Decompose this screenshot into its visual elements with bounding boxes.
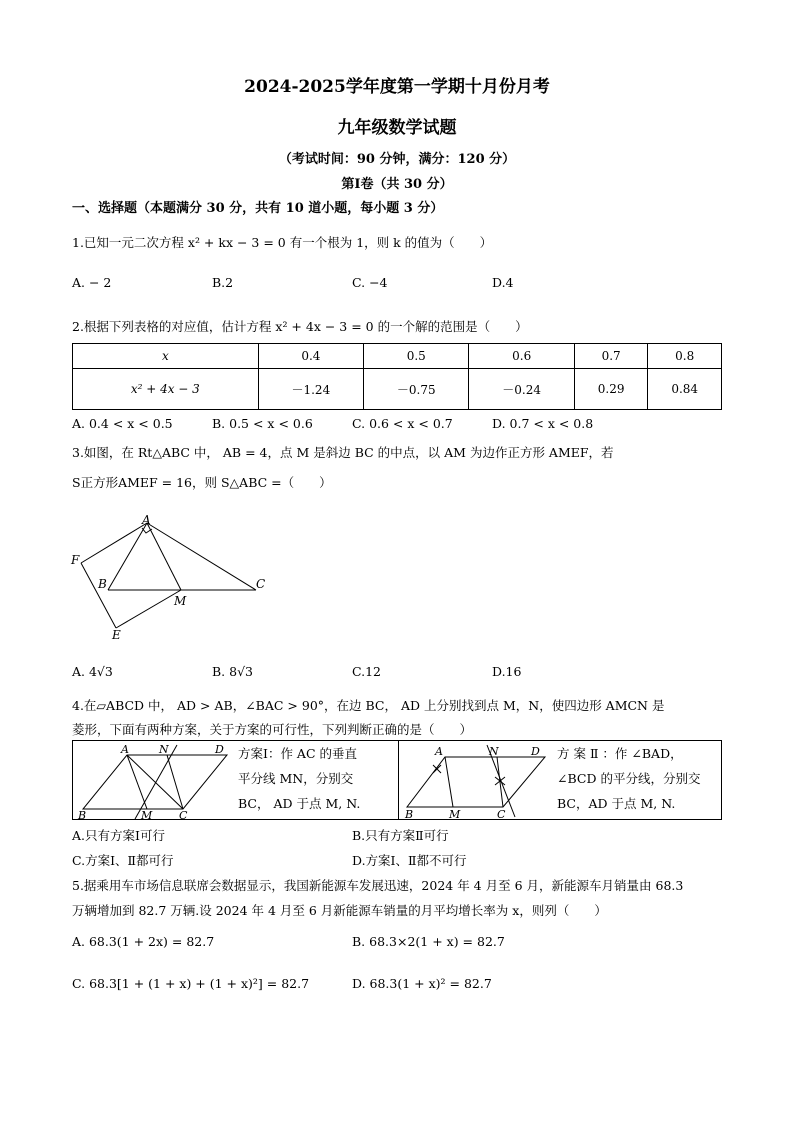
table-cell: 0.5 (364, 344, 469, 369)
volume-heading: 第Ⅰ卷（共 30 分） (341, 177, 453, 192)
q3-option-d: D.16 (492, 664, 522, 679)
q2-option-c: C. 0.6 < x < 0.7 (352, 416, 453, 431)
q5-stem-line1: 5.据乘用车市场信息联席会数据显示，我国新能源车发展迅速，2024 年 4 月至 6 月，新能源车月销量由 68.3 (72, 878, 684, 893)
q4-option-a: A.只有方案Ⅰ可行 (72, 828, 165, 843)
table-row (73, 344, 722, 369)
table-row (73, 369, 722, 410)
figure-label: M (449, 808, 461, 819)
q4-option-c: C.方案Ⅰ、Ⅱ都可行 (72, 853, 174, 868)
q3-stem-line1: 3.如图，在 Rt△ABC 中， AB = 4，点 M 是斜边 BC 的中点，以 AM 为边作正方形 AMEF，若 (72, 445, 614, 460)
figure-label: A (121, 743, 129, 756)
q3-option-a: A. 4√3 (72, 664, 113, 679)
figure-label: C (497, 808, 506, 819)
q4-scheme-box (72, 740, 722, 820)
scheme2-figure (403, 743, 553, 819)
q1-option-c: C. −4 (352, 275, 388, 290)
table-cell: 0.7 (574, 344, 648, 369)
figure-label: D (215, 743, 224, 756)
table-cell: 0.84 (648, 369, 722, 410)
table-cell: 0.6 (469, 344, 574, 369)
scheme2-line: BC，AD 于点 M, N. (557, 796, 676, 811)
scheme2-line: ∠BCD 的平分线，分别交 (557, 771, 701, 786)
figure-label: B (98, 577, 107, 591)
q1-option-a: A. − 2 (72, 275, 112, 290)
exam-title: 2024-2025学年度第一学期十月份月考 (244, 77, 550, 97)
exam-info: （考试时间：90 分钟，满分：120 分） (278, 152, 516, 167)
table-cell: x (73, 344, 259, 369)
figure-label: N (159, 743, 169, 756)
q5-option-b: B. 68.3×2(1 + x) = 82.7 (352, 934, 505, 949)
figure-label: B (405, 808, 414, 819)
scheme1-text (238, 741, 396, 816)
figure-label: M (174, 594, 187, 608)
figure-label: A (142, 513, 151, 527)
q2-option-b: B. 0.5 < x < 0.6 (212, 416, 313, 431)
figure-label: F (71, 553, 80, 567)
q2-option-d: D. 0.7 < x < 0.8 (492, 416, 594, 431)
figure-label: D (531, 745, 540, 758)
q1-stem: 1.已知一元二次方程 x² + kx − 3 = 0 有一个根为 1，则 k 的值为（ ） (72, 235, 493, 250)
q2-stem: 2.根据下列表格的对应值，估计方程 x² + 4x − 3 = 0 的一个解的范围是（ ） (72, 319, 528, 334)
figure-label: N (489, 745, 499, 758)
q3-option-c: C.12 (352, 664, 381, 679)
q5-option-a: A. 68.3(1 + 2x) = 82.7 (72, 934, 215, 949)
section-heading: 一、选择题（本题满分 30 分，共有 10 道小题，每小题 3 分） (72, 201, 444, 216)
figure-label: M (141, 809, 153, 819)
q5-option-d: D. 68.3(1 + x)² = 82.7 (352, 976, 492, 991)
q3-option-b: B. 8√3 (212, 664, 254, 679)
figure-label: A (435, 745, 443, 758)
exam-subtitle: 九年级数学试题 (337, 118, 457, 138)
scheme1-line: 方案Ⅰ：作 AC 的垂直 (238, 746, 357, 761)
table-cell: x² + 4x − 3 (73, 369, 259, 410)
q1-option-b: B.2 (212, 275, 234, 290)
q5-stem-line2: 万辆增加到 82.7 万辆.设 2024 年 4 月至 6 月新能源车销量的月平均增长率为 x，则列（ ） (72, 903, 607, 918)
q3-figure (66, 508, 276, 643)
scheme-divider (398, 741, 399, 819)
scheme2-text (557, 741, 721, 816)
figure-label: E (112, 628, 121, 642)
figure-label: C (179, 809, 188, 819)
q3-stem-line2: S正方形AMEF = 16，则 S△ABC =（ ） (72, 475, 332, 490)
scheme2-line: 方 案 Ⅱ ：作 ∠BAD， (557, 746, 683, 761)
table-cell: －0.75 (364, 369, 469, 410)
table-cell: －0.24 (469, 369, 574, 410)
table-cell: 0.8 (648, 344, 722, 369)
table-cell: 0.29 (574, 369, 648, 410)
table-cell: 0.4 (258, 344, 363, 369)
q4-stem-line1: 4.在▱ABCD 中， AD > AB，∠BAC > 90°，在边 BC， AD 上分别找到点 M，N，使四边形 AMCN 是 (72, 698, 665, 713)
scheme1-figure (75, 743, 235, 819)
q2-value-table (72, 343, 722, 410)
q1-option-d: D.4 (492, 275, 514, 290)
q5-option-c: C. 68.3[1 + (1 + x) + (1 + x)²] = 82.7 (72, 976, 310, 991)
figure-label: C (256, 577, 266, 591)
q2-option-a: A. 0.4 < x < 0.5 (72, 416, 173, 431)
q4-stem-line2: 菱形，下面有两种方案，关于方案的可行性，下列判断正确的是（ ） (72, 722, 473, 737)
q4-option-d: D.方案Ⅰ、Ⅱ都不可行 (352, 853, 467, 868)
q4-option-b: B.只有方案Ⅱ可行 (352, 828, 449, 843)
table-cell: －1.24 (258, 369, 363, 410)
scheme1-line: BC， AD 于点 M, N. (238, 796, 361, 811)
scheme1-line: 平分线 MN，分别交 (238, 771, 354, 786)
figure-label: B (78, 809, 87, 819)
